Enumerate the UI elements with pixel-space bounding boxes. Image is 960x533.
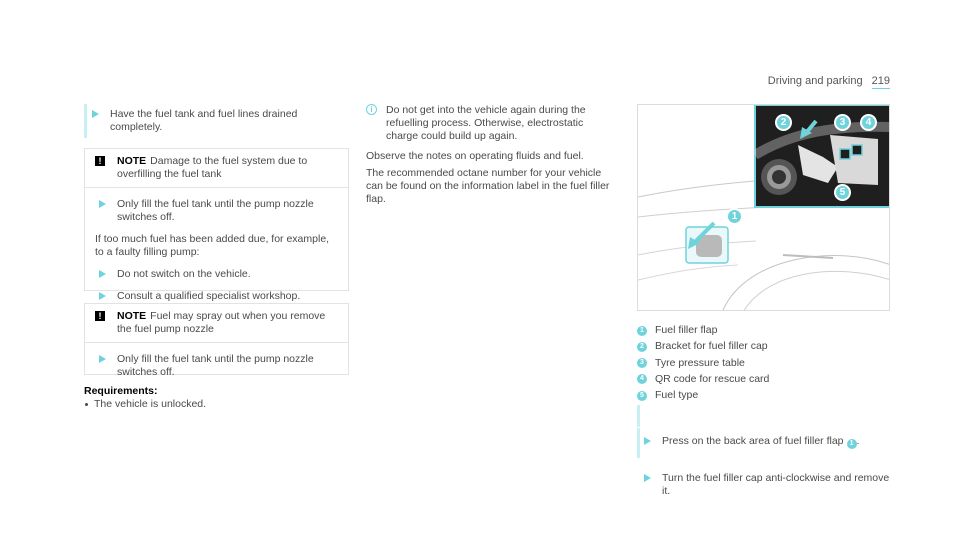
note-paragraph: If too much fuel has been added due, for example, to a faulty filling pump: bbox=[95, 233, 330, 258]
triangle-arrow-icon bbox=[92, 110, 99, 118]
note-step: Do not switch on the vehicle. bbox=[95, 268, 338, 281]
exclamation-icon: ! bbox=[95, 311, 105, 321]
figure-callout: 5 bbox=[834, 184, 851, 201]
requirements bbox=[84, 385, 349, 411]
info-icon: i bbox=[366, 104, 377, 115]
requirement-item: The vehicle is unlocked. bbox=[84, 398, 349, 411]
note-box-overfill bbox=[84, 148, 349, 302]
note-header bbox=[85, 304, 348, 342]
legend-number: 1 bbox=[637, 326, 647, 336]
legend-label: Tyre pressure table bbox=[655, 356, 745, 369]
requirements-title: Requirements: bbox=[84, 385, 158, 397]
paragraph-fluids: Observe the notes on operating fluids and fuel. bbox=[366, 150, 584, 162]
step-drain: Have the fuel tank and fuel lines drained completely. bbox=[88, 108, 340, 134]
fuel-filler-illustration bbox=[638, 105, 890, 311]
note-box-spray bbox=[84, 303, 349, 378]
note-title: Fuel may spray out when you remove the fuel pump nozzle bbox=[117, 310, 326, 335]
legend-number: 2 bbox=[637, 342, 647, 352]
legend-item bbox=[637, 357, 890, 370]
page-number: 219 bbox=[871, 75, 890, 87]
figure-legend bbox=[637, 324, 890, 405]
triangle-arrow-icon bbox=[99, 270, 106, 278]
legend-number: 3 bbox=[637, 358, 647, 368]
figure-callout: 1 bbox=[726, 208, 743, 225]
legend-item bbox=[637, 373, 890, 386]
step-marker-bar bbox=[84, 104, 87, 138]
legend-number: 4 bbox=[637, 374, 647, 384]
figure-callout: 2 bbox=[775, 114, 792, 131]
note-label: NOTE bbox=[117, 155, 147, 167]
figure-callout: 4 bbox=[860, 114, 877, 131]
legend-label: Fuel type bbox=[655, 389, 699, 402]
triangle-arrow-icon bbox=[644, 437, 651, 445]
step-marker-bar bbox=[637, 405, 640, 427]
note-step: Consult a qualified specialist workshop. bbox=[95, 290, 338, 303]
step-remove-cap: Turn the fuel filler cap anti-clockwise and remove it. bbox=[640, 472, 890, 498]
legend-item bbox=[637, 389, 890, 402]
note-body bbox=[85, 187, 348, 311]
legend-label: Bracket for fuel filler cap bbox=[655, 340, 768, 353]
note-step: Only fill the fuel tank until the pump nozzle switches off. bbox=[95, 198, 338, 224]
paragraph-octane: The recommended octane number for your vehicle can be found on the information label in the fuel filler flap. bbox=[366, 167, 610, 205]
info-note bbox=[366, 104, 616, 143]
legend-label: Fuel filler flap bbox=[655, 324, 718, 336]
step-marker-bar bbox=[637, 428, 640, 458]
info-text: Do not get into the vehicle again during the refuelling process. Otherwise, electrostatic charge could build up again. bbox=[386, 104, 586, 142]
step-press-flap: Press on the back area of fuel filler flap 1 . bbox=[640, 435, 890, 449]
triangle-arrow-icon bbox=[644, 474, 651, 482]
triangle-arrow-icon bbox=[99, 200, 106, 208]
fuel-filler-figure bbox=[637, 104, 890, 311]
page-header bbox=[768, 75, 890, 88]
note-label: NOTE bbox=[117, 310, 147, 322]
triangle-arrow-icon bbox=[99, 355, 106, 363]
note-header bbox=[85, 149, 348, 187]
note-body bbox=[85, 342, 348, 387]
figure-callout: 3 bbox=[834, 114, 851, 131]
callout-ref: 1 bbox=[847, 439, 857, 449]
legend-number: 5 bbox=[637, 391, 647, 401]
note-step: Only fill the fuel tank until the pump nozzle switches off. bbox=[95, 353, 338, 379]
triangle-arrow-icon bbox=[99, 292, 106, 300]
legend-item bbox=[637, 324, 890, 337]
section-title: Driving and parking bbox=[767, 75, 863, 87]
exclamation-icon: ! bbox=[95, 156, 105, 166]
note-title: Damage to the fuel system due to overfilling the fuel tank bbox=[117, 155, 308, 180]
legend-item bbox=[637, 340, 890, 353]
legend-label: QR code for rescue card bbox=[655, 372, 770, 385]
